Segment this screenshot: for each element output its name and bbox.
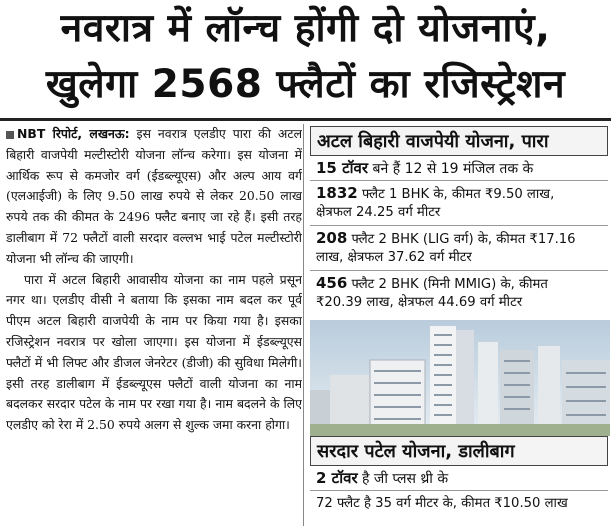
column-divider [303,124,304,526]
atal-item-3-line2: ₹20.39 लाख, क्षेत्रफल 44.69 वर्ग मीटर [316,295,523,310]
atal-item-2-line1: फ्लैट 2 BHK (LIG वर्ग) के, कीमत ₹17.16 [347,232,576,247]
atal-item-2 [310,229,608,249]
atal-item-2-count: 208 [316,229,348,247]
article-byline: NBT रिपोर्ट, लखनऊ: [17,126,130,141]
atal-item-3-count: 456 [316,274,348,292]
headline-line-1: नवरात्र में लॉन्च होंगी दो योजनाएं, [60,6,551,51]
atal-item-1-line2: क्षेत्रफल 24.25 वर्ग मीटर [316,205,441,220]
article-body [6,124,302,524]
square-bullet-icon [6,131,14,139]
divider [310,270,608,271]
atal-item-1-count: 1832 [316,184,358,202]
atal-towers [310,158,608,179]
sardar-towers-count: 2 टॉवर [316,469,358,487]
atal-item-3-line1: फ्लैट 2 BHK (मिनी MMIG) के, कीमत [347,277,548,292]
article-para-1-text: इस नवरात्र एलडीए पारा की अटल बिहारी वाजपेयी मल्टीस्टोरी योजना लॉन्च करेगा। इस योजना में आर्थिक रूप से कमजोर वर्ग (ईडब्ल्यूएस) और अल्प आय वर्ग (एलआईजी) के लिए 9.50 लाख रुपये से लेकर 20.50 लाख रुपये तक की कीमत के 2496 फ्लैट बनाए जा रहे हैं। इसी तरह डालीबाग में 72 फ्लैटों वाली सरदार वल्लभ भाई पटेल मल्टीस्टोरी योजना भी लॉन्च की जाएगी। [6,126,302,266]
atal-item-1-line1: फ्लैट 1 BHK के, कीमत ₹9.50 लाख, [357,187,555,202]
sardar-scheme-title: सरदार पटेल योजना, डालीबाग [310,436,608,466]
article-para-2: पारा में अटल बिहारी आवासीय योजना का नाम पहले प्रसून नगर था। एलडीए वीसी ने बताया कि इसका नाम बदल कर पूर्व पीएम अटल बिहारी वाजपेयी के नाम पर किया गया है। इसका रजिस्ट्रेशन नवरात्र पर खोला जाएगा। इस योजना में ईडब्ल्यूएस फ्लैटों में भी लिफ्ट और डीजल जेनरेटर (डीजी) की सुविधा मिलेगी। इसी तरह डालीबाग में ईडब्ल्यूएस फ्लैटों वाली योजना का नाम बदलकर सरदार पटेल के नाम पर रखा गया है। नाम बदलने के लिए एलडीए को रेरा में 2.50 रुपये अलग से शुल्क जमा करना होगा। [6,271,302,433]
atal-item-1 [310,184,608,204]
headline-line-2: खुलेगा 2568 फ्लैटों का रजिस्ट्रेशन [45,62,566,107]
article-para-1 [6,124,302,270]
headline-rule [0,118,611,121]
sardar-towers [310,468,608,489]
sardar-flats-line: 72 फ्लैट है 35 वर्ग मीटर के, कीमत ₹10.50 लाख [316,496,568,511]
divider [310,225,608,226]
sardar-towers-text: है जी प्लस थ्री के [357,471,449,487]
atal-item-3 [310,274,608,294]
building-photo [310,320,610,436]
atal-item-2-line2: लाख, क्षेत्रफल 37.62 वर्ग मीटर [316,250,472,265]
divider [310,180,608,181]
divider [310,490,608,491]
atal-towers-text: बने हैं 12 से 19 मंजिल तक के [368,161,534,177]
atal-scheme-title: अटल बिहारी वाजपेयी योजना, पारा [310,126,608,156]
atal-towers-count: 15 टॉवर [316,159,369,177]
